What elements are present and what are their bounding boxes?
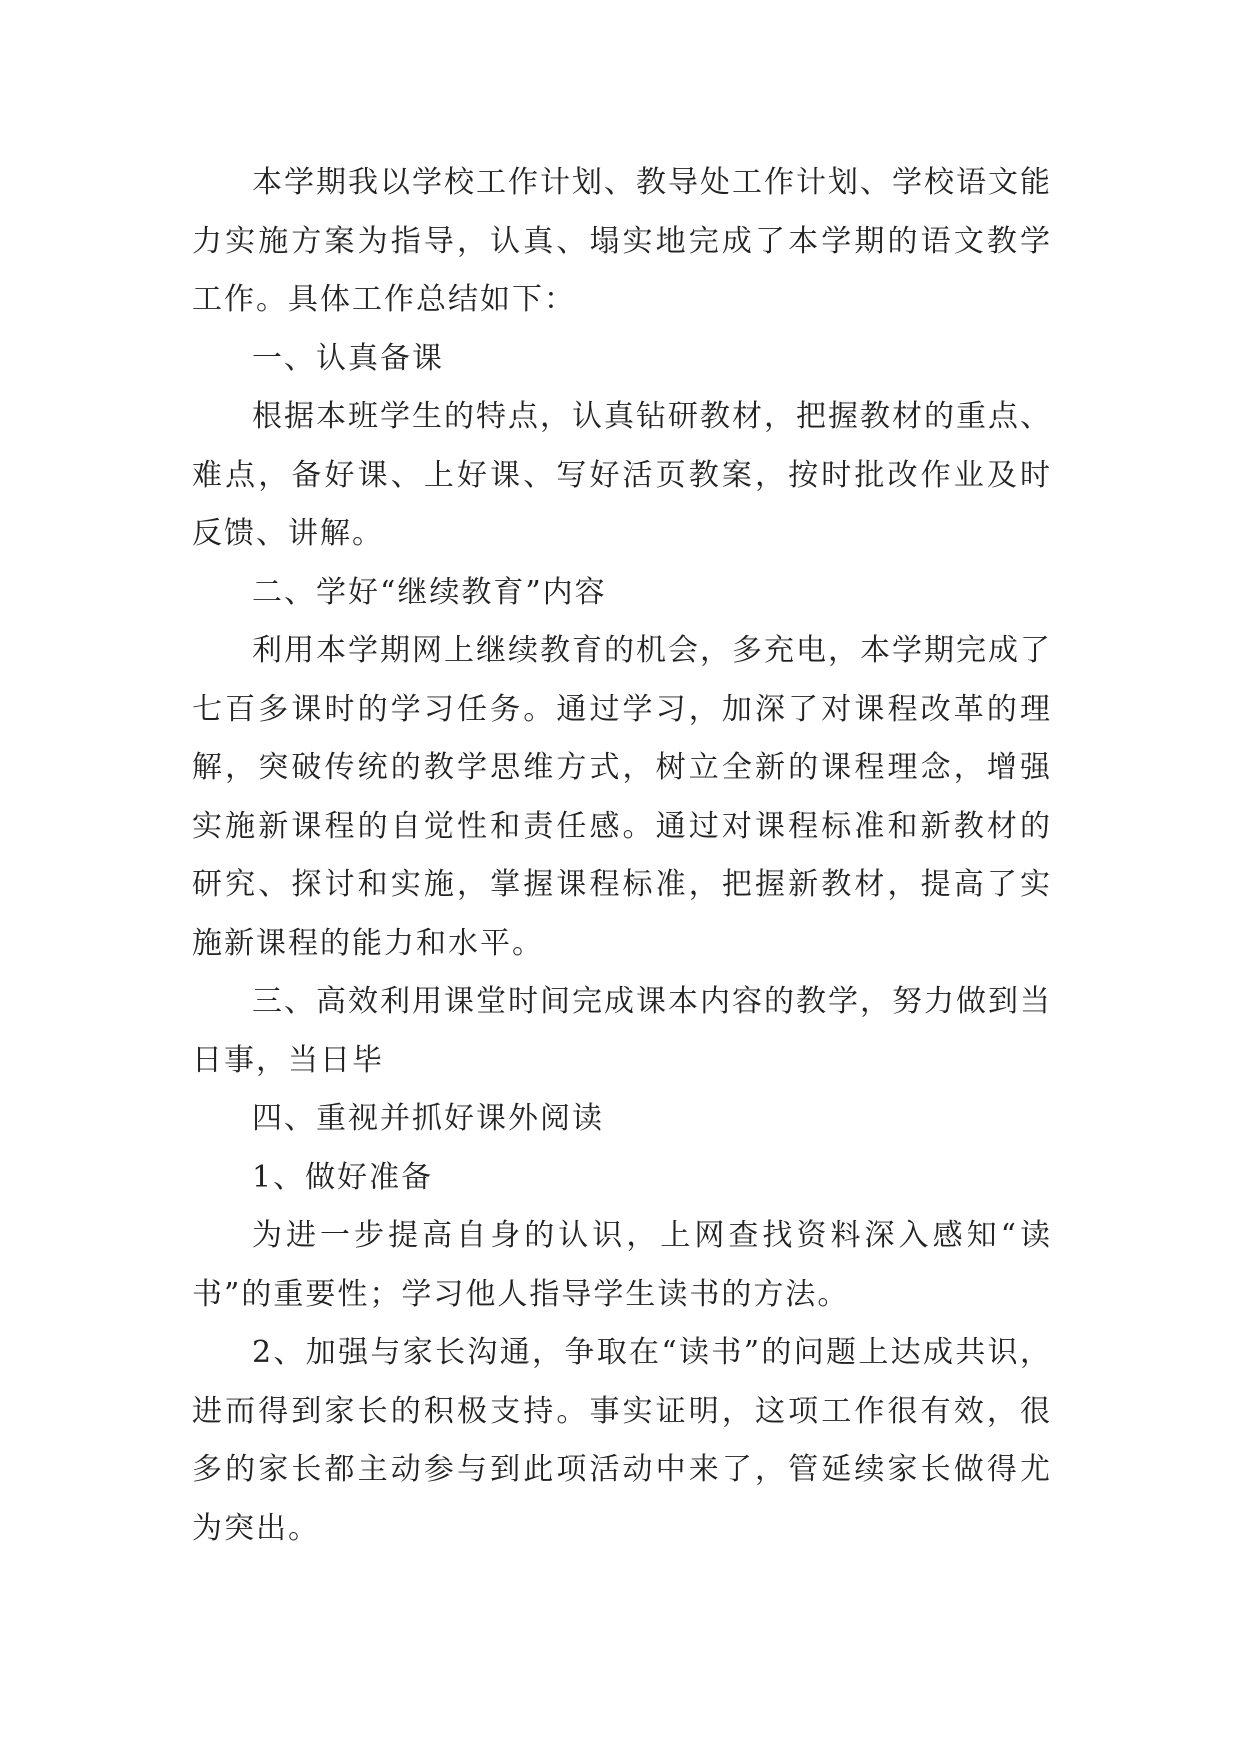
- subsection-paragraph-2: 2、加强与家长沟通，争取在“读书”的问题上达成共识，进而得到家长的积极支持。事实证明，这项工作很有效，很多的家长都主动参与到此项活动中来了，管延续家长做得尤为突出。: [192, 1335, 1052, 1546]
- subsection-heading-1: 1、做好准备: [252, 1159, 434, 1195]
- section-heading-4: 四、重视并抓好课外阅读: [252, 1101, 604, 1136]
- intro-paragraph: 本学期我以学校工作计划、教导处工作计划、学校语文能力实施方案为指导，认真、塌实地完成了本学期的语文教学工作。具体工作总结如下：: [192, 165, 1052, 317]
- section-heading-1: 一、认真备课: [252, 340, 444, 376]
- section-heading-3: 三、高效利用课堂时间完成课本内容的教学，努力做到当日事，当日毕: [192, 984, 1052, 1078]
- section-heading-2: 二、学好“继续教育”内容: [252, 574, 607, 610]
- document-body: [192, 154, 1052, 1558]
- section-paragraph-1: 根据本班学生的特点，认真钻研教材，把握教材的重点、难点，备好课、上好课、写好活页教案，按时批改作业及时反馈、讲解。: [192, 399, 1052, 551]
- subsection-paragraph-1: 为进一步提高自身的认识，上网查找资料深入感知“读书”的重要性；学习他人指导学生读书的方法。: [192, 1218, 1052, 1312]
- section-paragraph-2: 利用本学期网上继续教育的机会，多充电，本学期完成了七百多课时的学习任务。通过学习，加深了对课程改革的理解，突破传统的教学思维方式，树立全新的课程理念，增强实施新课程的自觉性和责任感。通过对课程标准和新教材的研究、探讨和实施，掌握课程标准，把握新教材，提高了实施新课程的能力和水平。: [192, 633, 1052, 961]
